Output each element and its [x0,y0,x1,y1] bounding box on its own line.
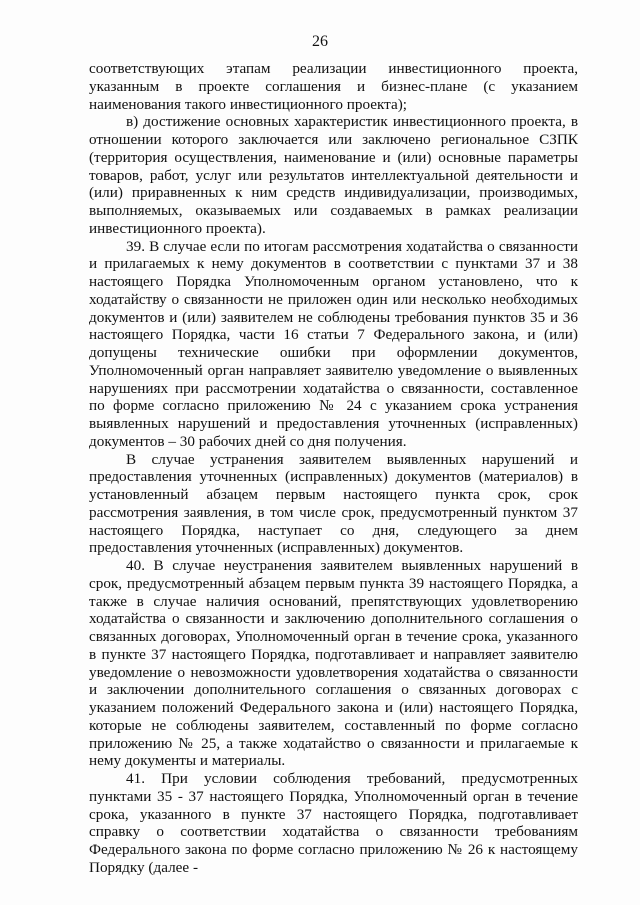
paragraph-item-v: в) достижение основных характеристик инвестиционного проекта, в отношении которого заключается или заключено региональное СЗПК (территория осуществления, наименование и (или) основные параметры товаров, работ, услуг или результатов интеллектуальной деятельности и (или) приравненных к ним средств индивидуализации, производимых, выполняемых, оказываемых или создаваемых в рамках реализации инвестиционного проекта). [89,113,578,237]
page-number: 26 [312,33,328,50]
paragraph-clause-40: 40. В случае неустранения заявителем выявленных нарушений в срок, предусмотренный абзацем первым пункта 39 настоящего Порядка, а также в случае наличия оснований, препятствующих удовлетворению ходатайства о связанности и заключению дополнительного соглашения о связанных договорах, Уполномоченный орган в течение срока, указанного в пункте 37 настоящего Порядка, подготавливает и направляет заявителю уведомление о невозможности удовлетворения ходатайства о связанности и заключении дополнительного соглашения о связанных договорах с указанием положений Федерального закона и (или) настоящего Порядка, которые не соблюдены заявителем, составленный по форме согласно приложению № 25, а также ходатайство о связанности и прилагаемые к нему документы и материалы. [89,557,578,770]
paragraph-continuation: соответствующих этапам реализации инвестиционного проекта, указанным в проекте соглашения и бизнес-плане (с указанием наименования такого инвестиционного проекта); [89,60,578,113]
document-body [89,60,578,877]
paragraph-clause-41: 41. При условии соблюдения требований, предусмотренных пунктами 35 - 37 настоящего Порядка, Уполномоченный орган в течение срока, указанного в пункте 37 настоящего Порядка, подготавливает справку о соответствии ходатайства о связанности требованиям Федерального закона по форме согласно приложению № 26 к настоящему Порядку (далее - [89,770,578,876]
paragraph-clause-39-part-2: В случае устранения заявителем выявленных нарушений и предоставления уточненных (исправленных) документов (материалов) в установленный абзацем первым настоящего пункта срок, срок рассмотрения заявления, в том числе срок, предусмотренный пунктом 37 настоящего Порядка, наступает со дня, следующего за днем предоставления уточненных (исправленных) документов. [89,450,578,557]
paragraph-clause-39: 39. В случае если по итогам рассмотрения ходатайства о связанности и прилагаемых к нему документов в соответствии с пунктами 37 и 38 настоящего Порядка Уполномоченным органом установлено, что к ходатайству о связанности не приложен один или несколько необходимых документов и (или) заявителем не соблюдены требования пунктов 35 и 36 настоящего Порядка, части 16 статьи 7 Федерального закона, и (или) допущены технические ошибки при оформлении документов, Уполномоченный орган направляет заявителю уведомление о выявленных нарушениях при рассмотрении ходатайства о связанности, составленное по форме согласно приложению № 24 с указанием срока устранения выявленных нарушений и предоставления уточненных (исправленных) документов – 30 рабочих дней со дня получения. [89,237,578,450]
